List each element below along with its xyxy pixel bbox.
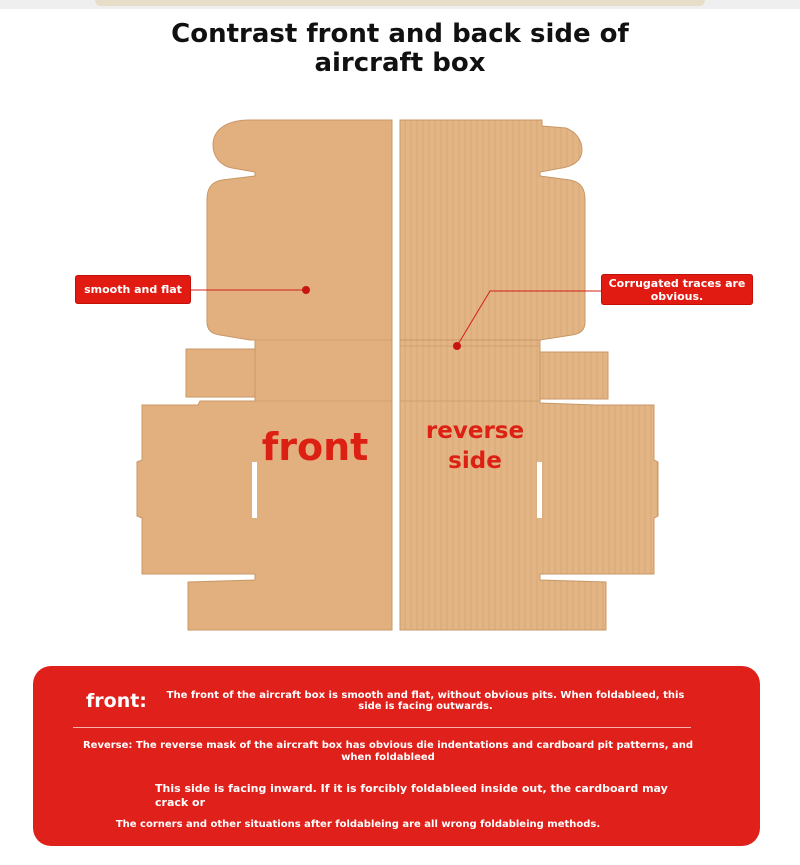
- panel-front-key: front:: [86, 690, 147, 712]
- label-front: front: [261, 425, 369, 469]
- page-title: [140, 20, 660, 78]
- reverse-slot: [537, 462, 542, 518]
- callout-left-text: smooth and flat: [84, 283, 182, 296]
- label-reverse-line1: reverse: [425, 418, 525, 444]
- front-bottom-panel: [137, 340, 392, 630]
- right-leader-dot: [453, 342, 461, 350]
- page-title-line1: Contrast front and back side of: [171, 19, 629, 49]
- callout-corrugated-traces: [601, 274, 753, 305]
- label-reverse-line2: side: [448, 448, 502, 474]
- callout-smooth-and-flat: [75, 275, 191, 304]
- panel-line4: The corners and other situations after foldableing are all wrong foldableing methods.: [115, 819, 601, 830]
- reverse-bottom-panel: [400, 340, 658, 630]
- reverse-top-flap: [400, 120, 585, 340]
- page-title-line2: aircraft box: [314, 48, 486, 78]
- top-strip: [0, 0, 800, 9]
- label-reverse-side: [415, 416, 535, 476]
- left-leader-dot: [302, 286, 310, 294]
- front-side-tab: [186, 349, 255, 397]
- explanation-panel: [33, 666, 760, 846]
- box-diagram: [0, 110, 800, 640]
- reverse-side-tab: [540, 352, 608, 399]
- reverse-box-flat: [400, 120, 658, 630]
- front-top-flap: [207, 120, 392, 340]
- panel-front-text: The front of the aircraft box is smooth and flat, without obvious pits. When foldableed, this side is facing outwards.: [166, 690, 685, 712]
- top-strip-tan: [95, 0, 705, 6]
- callout-right-text: Corrugated traces are obvious.: [608, 276, 746, 303]
- front-box-flat: [137, 120, 392, 630]
- panel-line3: This side is facing inward. If it is forcibly foldableed inside out, the cardboard may crack or: [155, 782, 668, 809]
- panel-divider: [73, 727, 691, 728]
- panel-reverse-text: Reverse: The reverse mask of the aircraft box has obvious die indentations and cardboard pit patterns, and when foldableed: [82, 740, 694, 763]
- front-slot: [252, 462, 257, 518]
